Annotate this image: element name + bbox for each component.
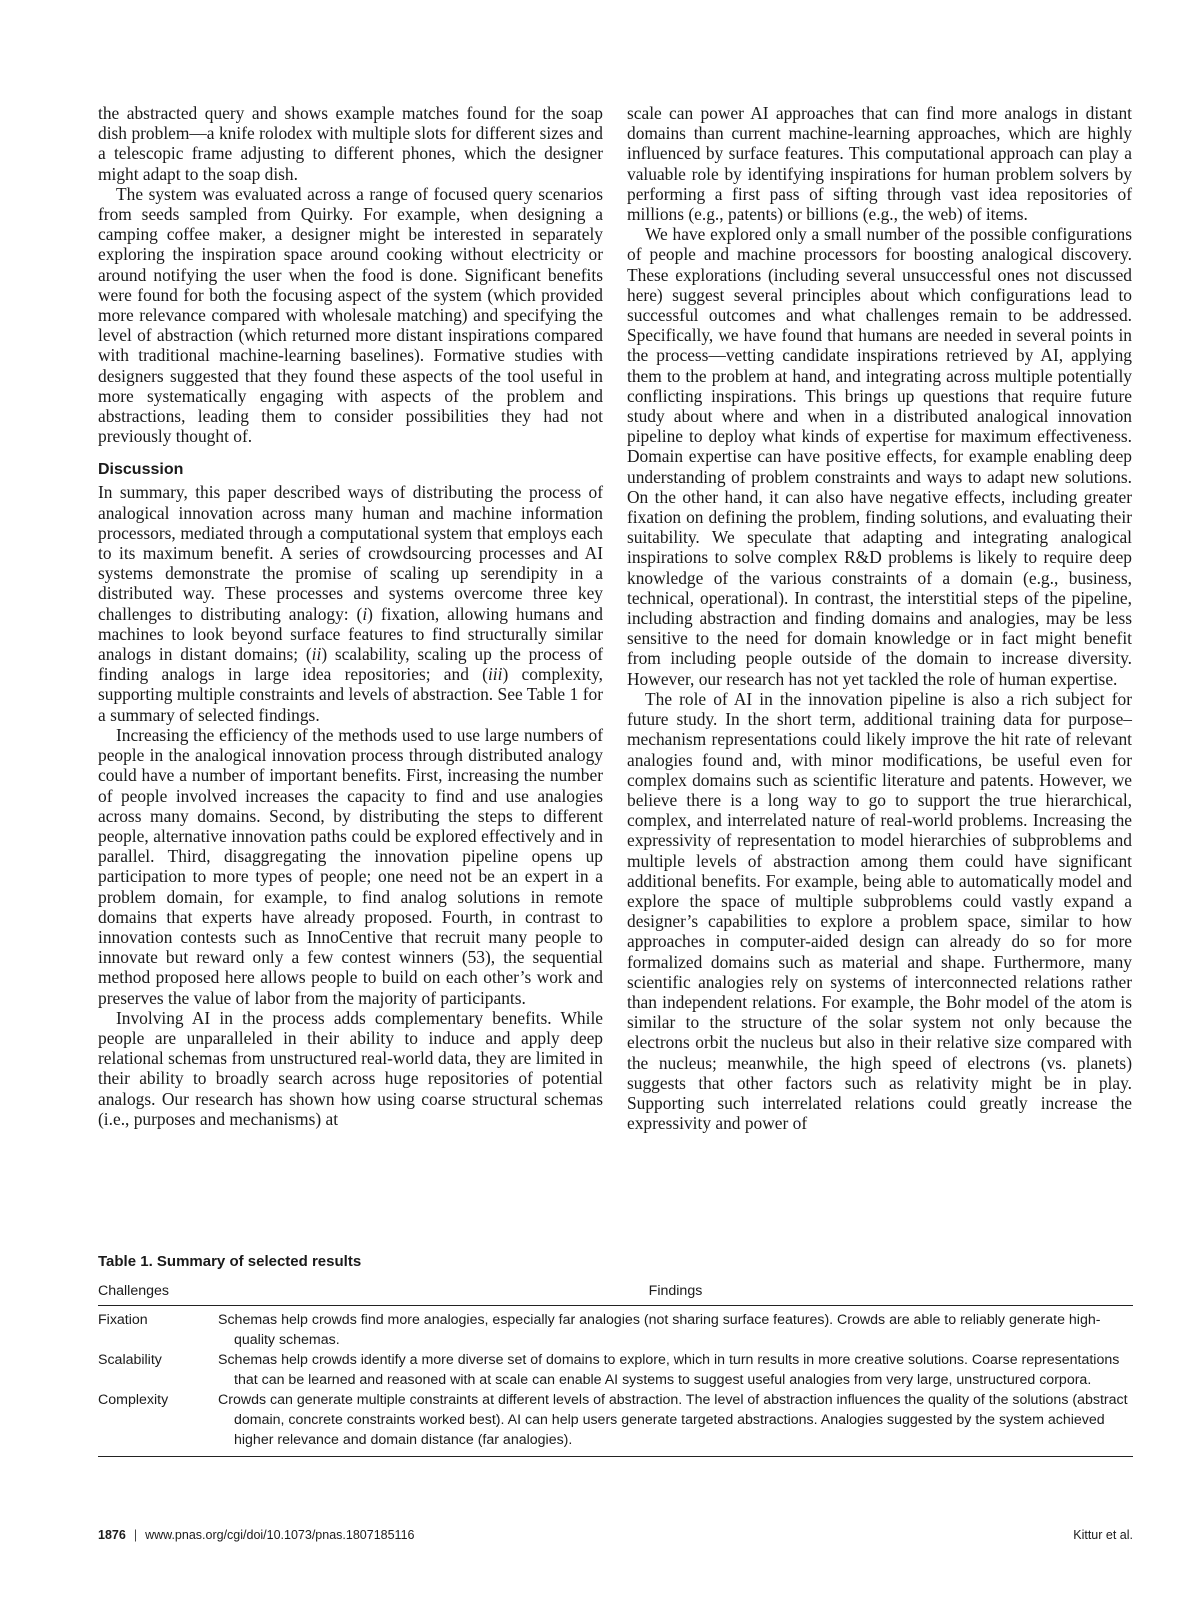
paragraph: The system was evaluated across a range of focused query scenarios from seeds sampled from Quirky. For example, when designing a camping coffee maker, a designer might be interested in separately exploring the inspiration space around cooking without electricity or around notifying the user when the food is done. Significant benefits were found for both the focusing aspect of the system (which provided more relevance compared with wholesale matching) and specifying the level of abstraction (which returned more distant inspirations compared with traditional machine-learning baselines). Formative studies with designers suggested that they found these aspects of the tool useful in more systematically engaging with aspects of the problem and abstractions, leading them to consider possibilities they had not previously thought of. xyxy=(98,183,603,447)
roman-numeral: ii xyxy=(311,644,322,665)
results-table xyxy=(98,1281,1133,1457)
roman-numeral: i xyxy=(362,603,368,624)
finding-cell: Crowds can generate multiple constraints at different levels of abstraction. The level of abstraction influences the quality of the solutions (abstract domain, concrete constraints worked best). AI can help users generate targeted abstractions. Analogies suggested by the system achieved higher relevance and domain distance (far analogies). xyxy=(218,1390,1133,1457)
right-column xyxy=(627,103,1132,1133)
doi-link[interactable]: www.pnas.org/cgi/doi/10.1073/pnas.1807185116 xyxy=(145,1528,415,1542)
column-header-challenges: Challenges xyxy=(98,1281,218,1306)
text-run: ) scalability, scaling up the process of finding analogs in large idea repositories; and ( xyxy=(98,644,603,685)
finding-cell: Schemas help crowds find more analogies, especially far analogies (not sharing surface features). Crowds are able to reliably generate high-quality schemas. xyxy=(218,1312,1101,1348)
table-header-row xyxy=(98,1281,1133,1306)
page-footer xyxy=(98,1528,1133,1542)
paragraph: scale can power AI approaches that can find more analogs in distant domains than current machine-learning approaches, which are highly influenced by surface features. This computational approach can play a valuable role by identifying inspirations for human problem solvers by performing a first pass of sifting through vast idea repositories of millions (e.g., patents) or billions (e.g., the web) of items. xyxy=(627,103,1132,225)
table-row xyxy=(98,1306,1133,1351)
challenge-cell: Scalability xyxy=(98,1352,162,1368)
table-row xyxy=(98,1390,1133,1457)
column-header-findings: Findings xyxy=(218,1281,1133,1306)
footer-separator: | xyxy=(133,1528,138,1542)
page-number: 1876 xyxy=(98,1528,126,1542)
finding-cell: Schemas help crowds identify a more diverse set of domains to explore, which in turn results in more creative solutions. Coarse representations that can be learned and reasoned with at scale can enable AI systems to suggest useful analogies from very large, unstructured corpora. xyxy=(218,1352,1120,1388)
left-column xyxy=(98,103,603,1129)
challenge-cell: Complexity xyxy=(98,1390,218,1457)
paragraph xyxy=(98,482,603,724)
text-run: ) fixation, allowing humans and machines to look beyond surface features to find structurally similar analogs in distant domains; ( xyxy=(98,603,603,665)
paragraph: Increasing the efficiency of the methods used to use large numbers of people in the analogical innovation process through distributed analogy could have a number of important benefits. First, increasing the number of people involved increases the capacity to find and use analogies across many domains. Second, by distributing the steps to different people, alternative innovation paths could be explored effectively and in parallel. Third, disaggregating the innovation pipeline opens up participation to more types of people; one need not be an expert in a problem domain, for example, to find analog solutions in remote domains that experts have already proposed. Fourth, in contrast to innovation contests such as InnoCentive that recruit many people to innovate but reward only a few contest winners (53), the sequential method proposed here allows people to build on each other’s work and preserves the value of labor from the majority of participants. xyxy=(98,724,603,1008)
results-table-section xyxy=(98,1252,1133,1457)
table-row xyxy=(98,1350,1133,1390)
text-run: ) complexity, supporting multiple constraints and levels of abstraction. See Table 1 for a summary of selected findings. xyxy=(98,664,603,725)
text-run: In summary, this paper described ways of distributing the process of analogical innovation across many human and machine information processors, mediated through a computational system that employs each to its maximum benefit. A series of crowdsourcing processes and AI systems demonstrate the promise of scaling up serendipity in a distributed way. These processes and systems overcome three key challenges to distributing analogy: ( xyxy=(98,482,603,624)
challenge-cell: Fixation xyxy=(98,1312,148,1328)
paragraph: the abstracted query and shows example matches found for the soap dish problem—a knife rolodex with multiple slots for different sizes and a telescopic frame adjusting to different phones, which the designer might adapt to the soap dish. xyxy=(98,103,603,184)
paragraph: Involving AI in the process adds complementary benefits. While people are unparalleled in their ability to induce and apply deep relational schemas from unstructured real-world data, they are limited in their ability to broadly search across huge repositories of potential analogs. Our research has shown how using coarse structural schemas (i.e., purposes and mechanisms) at xyxy=(98,1007,603,1129)
roman-numeral: iii xyxy=(487,664,503,685)
paragraph: The role of AI in the innovation pipeline is also a rich subject for future study. In the short term, additional training data for purpose–mechanism representations could likely improve the hit rate of relevant analogies found and, with minor modifications, be useful even for complex domains such as scientific literature and patents. However, we believe there is a long way to go to support the true hierarchical, complex, and interrelated nature of real-world problems. Increasing the expressivity of representation to model hierarchies of subproblems and multiple levels of abstraction among them could have significant additional benefits. For example, being able to automatically model and explore the space of multiple subproblems could vastly expand a designer’s capabilities to explore a problem space, similar to how approaches in computer-aided design can already do so for more formalized domains such as material and shape. Furthermore, many scientific analogies rely on systems of interconnected relations rather than independent relations. For example, the Bohr model of the atom is similar to the structure of the solar system not only because the electrons orbit the nucleus but also in their relative size compared with the nucleus; meanwhile, the high speed of electrons (vs. planets) suggests that other factors such as relativity might be in play. Supporting such interrelated relations could greatly increase the expressivity and power of xyxy=(627,688,1132,1134)
table-caption: Table 1. Summary of selected results xyxy=(98,1253,362,1270)
section-heading-discussion: Discussion xyxy=(98,461,184,479)
running-author: Kittur et al. xyxy=(1073,1528,1133,1542)
paragraph: We have explored only a small number of the possible configurations of people and machine processors for boosting analogical discovery. These explorations (including several unsuccessful ones not discussed here) suggest several principles about which configurations lead to successful outcomes and what challenges remain to be addressed. Specifically, we have found that humans are needed in several points in the process—vetting candidate inspirations retrieved by AI, applying them to the problem at hand, and integrating across multiple potentially conflicting inspirations. This brings up questions that require future study about where and when in a distributed analogical innovation pipeline to deploy what kinds of expertise for maximum effectiveness. Domain expertise can have positive effects, for example enabling deep understanding of problem constraints and ways to adapt new solutions. On the other hand, it can also have negative effects, including greater fixation on defining the problem, finding solutions, and evaluating their suitability. We speculate that adapting and integrating analogical inspirations to solve complex R&D problems is likely to require deep knowledge of the various constraints of a domain (e.g., business, technical, operational). In contrast, the interstitial steps of the pipeline, including abstraction and finding domains and analogies, may be less sensitive to the need for domain knowledge or in fact might benefit from including people outside of the domain to increase diversity. However, our research has not yet tackled the role of human expertise. xyxy=(627,224,1132,689)
